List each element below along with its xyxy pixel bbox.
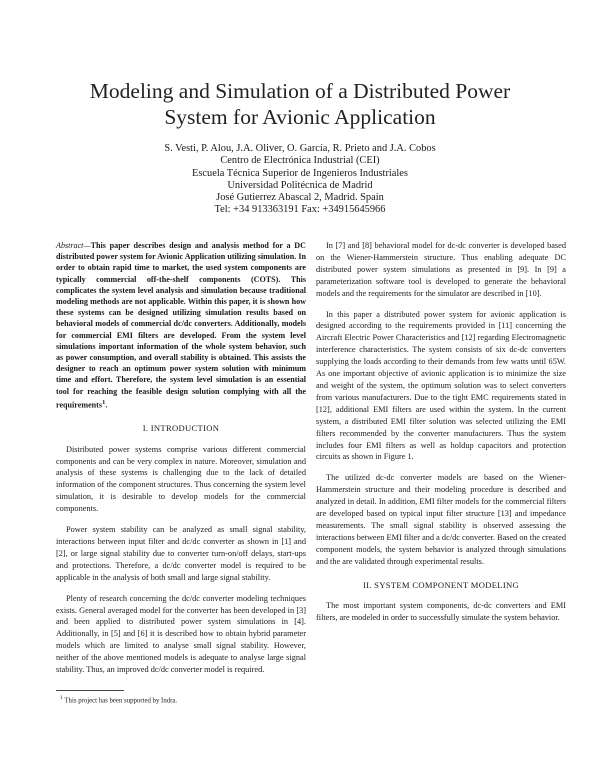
intro-paragraph-2: Power system stability can be analyzed as small signal stability, interactions between input filter and dc/dc converter as shown in [1] and [2], or large signal stability due to converter turn-on/off delays, start-ups and protections. Therefore, a dc/dc converter model is required to be applicable in the analysis of both small and large signal stability.: [56, 525, 306, 582]
affiliation-university: Universidad Politécnica de Madrid: [227, 179, 373, 191]
author-block: [40, 143, 560, 217]
abstract-label: Abstract: [56, 241, 84, 250]
section-heading-introduction: I. INTRODUCTION: [142, 422, 220, 433]
system-modeling-paragraph: The most important system components, dc-dc converters and EMI filters, are modeled in order to successfully simulate the system behavior.: [316, 601, 566, 623]
left-column: [56, 240, 306, 705]
right-column: [316, 240, 566, 633]
affiliation-school: Escuela Técnica Superior de Ingenieros Industriales: [192, 167, 408, 179]
right-paragraph-2: In this paper a distributed power system for avionic application is designed according to the requirements provided in [11] concerning the Aircraft Electric Power Characteristics and [12] regarding Electromagnetic interference characteristics. The system consists of six dc-dc converters supplying the loads according to their demands from few watts until 65W. As one important objective of avionic application is to minimize the size and weight of the system, the optimum solution was to select converters from various manufacturers. Due to the tight EMC requirements stated in [12], additional EMI filters are used within the system. In the current system, a distributed EMI filter solution was selected utilizing the EMI filters recommended by the converter manufacturers. Thus the system includes four EMI filters as well as holdup capacitors and protection circuits as shown in Figure 1.: [316, 309, 566, 462]
title-line-1: Modeling and Simulation of a Distributed Power: [89, 79, 511, 103]
footnote-text: This project has been supported by Indra.: [64, 697, 178, 705]
paper-title: [40, 78, 560, 130]
right-paragraph-1: In [7] and [8] behavioral model for dc-dc converter is developed based on the Wiener-Hammerstein structure. Thus enabling adequate DC distributed power system simulations as presented in [9]. In [9] a parameterization software tool is developed to generate the behavioral models and the requirements for the simulator are described in [10].: [316, 241, 566, 298]
intro-paragraph-3: Plenty of research concerning the dc/dc converter modeling techniques exists. General averaged model for the converter has been developed in [3] and been applied to distributed power system simulations in [4]. Additionally, in [5] and [6] it is described how to obtain hybrid parameter models which are limited to analyse small signal stability. However, neither of the above mentioned models is adequate to analyse large signal stability. Thus, an improved dc/dc converter model is required.: [56, 593, 306, 675]
right-paragraph-3: The utilized dc-dc converter models are based on the Wiener-Hammerstein structure and their modeling procedure is described and analyzed in detail. In addition, EMI filter models for the commercial filters are developed based on typical input filter structure [13] and impedance measurements. The small signal stability is observed assessing the interactions between EMI filter and a dc/dc converter. Based on the created component models, the system behavior is analyzed through simulations and the are validated through experimental results.: [316, 473, 566, 566]
abstract-text: This paper describes design and analysis method for a DC distributed power system for Avionic Application utilizing simulation. In order to obtain rapid time to market, the used system components are typically commercial off-the-shelf components (COTS). This complicates the system level analysis and simulation because traditional modeling methods are not applicable. Within this paper, it is shown how these systems can be designed utilizing simulation results based on behavioral models of commercial dc/dc converters. Additionally, models for commercial EMI filters are developed. From the system level simulations important information of the whole system behavior, such as power consumption, and overall stability is obtained. This assists the designer to reach an optimum power system solution with minimum time and effort. Therefore, the system level simulation is an essential tool for reaching the feasible design solution complying with all the requirements: [56, 241, 306, 410]
section-heading-system-modeling: II. SYSTEM COMPONENT MODELING: [362, 579, 520, 590]
postal-address: José Gutierrez Abascal 2, Madrid. Spain: [216, 192, 384, 204]
footnote: [56, 694, 306, 705]
contact-phone-fax: Tel: +34 913363191 Fax: +34915645966: [214, 204, 386, 216]
abstract-footnote-mark: 1: [102, 398, 106, 406]
footnote-divider: [56, 690, 124, 691]
affiliation-center: Centro de Electrónica Industrial (CEI): [220, 155, 380, 167]
abstract: Abstract—This paper describes design and analysis method for a DC distributed power system for Avionic Application utilizing simulation. In order to obtain rapid time to market, the used system components are typically commercial off-the-shelf components (COTS). This complicates the system level analysis and simulation because traditional modeling methods are not applicable. Within this paper, it is shown how these systems can be designed utilizing simulation results based on behavioral models of commercial dc/dc converters. Additionally, models for commercial EMI filters are developed. From the system level simulations important information of the whole system behavior, such as power consumption, and overall stability is obtained. This assists the designer to reach an optimum power system solution with minimum time and effort. Therefore, the system level simulation is an essential tool for reaching the feasible design solution complying with all the requirements$^1$.: [56, 241, 306, 410]
title-line-2: System for Avionic Application: [164, 105, 436, 129]
footnote-mark: 1: [60, 694, 63, 701]
intro-paragraph-1: Distributed power systems comprise various different commercial components and can be very complex in nature. Moreover, simulation and analysis of these systems is challenging due to the lack of detailed information of the component structures. Thus concerning the system level simulation, it is desirable to develop models for the commercial components.: [56, 444, 306, 514]
author-names: S. Vesti, P. Alou, J.A. Oliver, O. García, R. Prieto and J.A. Cobos: [164, 143, 436, 154]
